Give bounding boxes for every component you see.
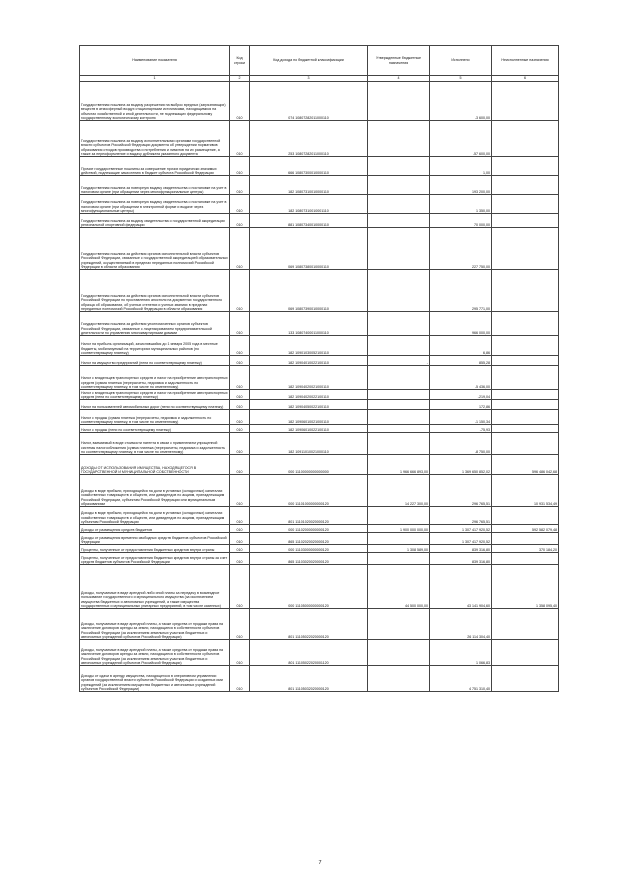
table-row bbox=[80, 553, 559, 565]
cell-name: Налог на пользователей автомобильных дорог (пени по соответствующему платежу) bbox=[80, 400, 230, 410]
table-row bbox=[80, 410, 559, 425]
cell-name: Доходы от размещения временно свободных средств бюджетов субъектов Российской Федерации bbox=[80, 533, 230, 545]
table-row bbox=[80, 214, 559, 228]
cell-code: 010 bbox=[230, 553, 250, 565]
cell-name: Доходы от размещения средств бюджетов bbox=[80, 525, 230, 533]
cell-name: Налог с владельцев транспортных средств и налог на приобретение автотранспортных средств (пени по соответствующему платежу) bbox=[81, 390, 228, 399]
page-number: 7 bbox=[318, 860, 322, 866]
cell-code: 010 bbox=[230, 545, 250, 553]
cell-kbk: 000 11105000000000120 bbox=[250, 565, 368, 609]
cell-executed: 4 751 310,40 bbox=[430, 666, 492, 692]
cell-executed: 193 200,00 bbox=[430, 176, 492, 195]
cell-unexecuted bbox=[492, 425, 559, 433]
cell-executed: 172,86 bbox=[430, 400, 492, 410]
cell-kbk: 000 11101000000000120 bbox=[250, 475, 368, 507]
cell-executed: 296 765,51 bbox=[430, 475, 492, 507]
table-row bbox=[80, 157, 559, 176]
table-row bbox=[80, 433, 559, 455]
cell-executed: 839 316,80 bbox=[430, 553, 492, 565]
cell-executed: 295 771,00 bbox=[430, 270, 492, 312]
cell-executed: 43 141 904,60 bbox=[430, 565, 492, 609]
table-row bbox=[80, 336, 559, 356]
cell-name: Доходы от сдачи в аренду имущества, находящегося в оперативном управлении органов государственной власти субъектов Российской Федерации и созданных ими учреждений (за исключением имущества бюджетных и автономных учреждений субъектов Российской Федерации) bbox=[80, 666, 230, 692]
cell-code: 010 bbox=[230, 82, 250, 121]
cell-approved bbox=[368, 507, 430, 525]
table-row bbox=[80, 545, 559, 553]
budget-report-table bbox=[79, 45, 559, 692]
cell-approved bbox=[368, 553, 430, 565]
table-row bbox=[80, 425, 559, 433]
table-row bbox=[80, 533, 559, 545]
table-row bbox=[80, 366, 559, 390]
cell-unexecuted bbox=[492, 553, 559, 565]
cell-unexecuted: 592 582 079,48 bbox=[492, 525, 559, 533]
cell-kbk: 865 11102020020000120 bbox=[250, 533, 368, 545]
cell-code: 010 bbox=[230, 475, 250, 507]
cell-unexecuted bbox=[492, 176, 559, 195]
cell-unexecuted bbox=[492, 533, 559, 545]
cell-code: 010 bbox=[230, 356, 250, 366]
cell-kbk: 182 10906010021000110 bbox=[250, 410, 368, 425]
cell-code: 010 bbox=[230, 228, 250, 270]
cell-executed: -5 436,00 bbox=[430, 366, 492, 390]
cell-name: Доходы в виде прибыли, приходящейся на доли в уставных (складочных) капиталах хозяйственных товариществ и обществ, или дивидендов по акциям, принадлежащим субъектам Российской Федерации bbox=[80, 507, 230, 525]
cell-name: Государственная пошлина за повторную выдачу свидетельства о постановке на учет в налоговом органе (при обращении в электронной форме и выдаче через многофункциональные центры) bbox=[80, 195, 230, 214]
cell-kbk: 801 11105032020000120 bbox=[250, 666, 368, 692]
table-row bbox=[80, 455, 559, 475]
cell-name: Государственная пошлина за повторную выдачу свидетельства о постановке на учет в налоговом органе (при обращении через многофункциональные центры) bbox=[80, 176, 230, 195]
table-row bbox=[80, 270, 559, 312]
cell-kbk: 069 10807380010000110 bbox=[250, 228, 368, 270]
table-row bbox=[80, 565, 559, 609]
header-code: Код строки bbox=[230, 46, 250, 76]
table-row bbox=[80, 525, 559, 533]
cell-kbk: 801 11101020020000120 bbox=[250, 507, 368, 525]
cell-approved: 14 227 300,00 bbox=[368, 475, 430, 507]
cell-executed: 1 350,00 bbox=[430, 195, 492, 214]
cell-unexecuted bbox=[492, 410, 559, 425]
cell-kbk: 133 10807400011000110 bbox=[250, 312, 368, 336]
table-row bbox=[80, 400, 559, 410]
table-row bbox=[80, 475, 559, 507]
cell-unexecuted bbox=[492, 336, 559, 356]
cell-executed: -8 750,00 bbox=[430, 433, 492, 455]
cell-code: 010 bbox=[230, 433, 250, 455]
table-row bbox=[80, 666, 559, 692]
cell-kbk: 182 10911010021000110 bbox=[250, 433, 368, 455]
cell-unexecuted bbox=[492, 121, 559, 157]
cell-executed: 966 000,00 bbox=[430, 312, 492, 336]
header-unexecuted: Неисполненные назначения bbox=[492, 46, 559, 76]
cell-code: 010 bbox=[230, 176, 250, 195]
cell-code: 010 bbox=[230, 640, 250, 666]
table-row bbox=[80, 390, 559, 400]
cell-executed: 6,86 bbox=[430, 336, 492, 356]
cell-unexecuted bbox=[492, 433, 559, 455]
cell-executed: 839 316,80 bbox=[430, 545, 492, 553]
cell-code: 010 bbox=[230, 214, 250, 228]
cell-unexecuted: 10 931 534,49 bbox=[492, 475, 559, 507]
cell-approved bbox=[368, 121, 430, 157]
cell-name: Доходы в виде прибыли, приходящейся на доли в уставных (складочных) капиталах хозяйственных товариществ и обществ, или дивидендов по акциям, принадлежащим Российской Федерации, субъектам Российской Федерации или муниципальным образованиям bbox=[80, 475, 230, 507]
cell-unexecuted bbox=[492, 609, 559, 640]
cell-name: Государственная пошлина за выдачу разрешения на выброс вредных (загрязняющих) веществ в атмосферный воздух стационарными источниками, находящимися на объектах хозяйственной и иной деятельности, не подлежащих федеральному государственному экологическому контролю bbox=[80, 82, 230, 121]
cell-approved bbox=[368, 433, 430, 455]
cell-unexecuted bbox=[492, 157, 559, 176]
cell-name: Проценты, полученные от предоставления бюджетных кредитов внутри страны за счет средств бюджетов субъектов Российской Федерации bbox=[80, 553, 230, 565]
cell-unexecuted bbox=[492, 270, 559, 312]
cell-name: Государственная пошлина за выдачу исполнительными органами государственной власти субъектов Российской Федерации документа об утверждении нормативов образования отходов производства и потребления и лимитов на их размещение, а также за переоформление и выдачу дубликата указанного документа bbox=[80, 121, 230, 157]
cell-kbk: 182 10904010022100110 bbox=[250, 356, 368, 366]
cell-name: Доходы, получаемые в виде арендной платы, а также средства от продажи права на заключение договоров аренды за земли, находящиеся в собственности субъектов Российской Федерации (за исключением земельных участков бюджетных и автономных учреждений субъектов Российской Федерации) bbox=[80, 609, 230, 640]
cell-name: Налог на имущество предприятий (пени по соответствующему платежу) bbox=[80, 356, 230, 366]
table-row bbox=[80, 312, 559, 336]
cell-name: Доходы, получаемые в виде арендной платы, а также средства от продажи права на заключение договоров аренды за земли, находящиеся в собственности субъектов Российской Федерации (за исключением земельных участков бюджетных и автономных учреждений субъектов Российской Федерации) bbox=[80, 640, 230, 666]
cell-name: Доходы, получаемые в виде арендной либо иной платы за передачу в возмездное пользование государственного и муниципального имущества (за исключением имущества бюджетных и автономных учреждений, а также имущества государственных и муниципальных унитарных предприятий, в том числе казенных) bbox=[80, 565, 230, 609]
cell-unexecuted bbox=[492, 195, 559, 214]
cell-executed: -1 150,34 bbox=[430, 410, 492, 425]
cell-unexecuted bbox=[492, 214, 559, 228]
cell-approved bbox=[368, 666, 430, 692]
cell-unexecuted bbox=[492, 356, 559, 366]
cell-kbk: 069 10807390010000110 bbox=[250, 270, 368, 312]
cell-name: Налог с продаж (пени по соответствующему платежу) bbox=[80, 425, 230, 433]
cell-approved bbox=[368, 400, 430, 410]
cell-code: 010 bbox=[230, 157, 250, 176]
cell-approved bbox=[368, 425, 430, 433]
cell-code: 010 bbox=[230, 533, 250, 545]
cell-executed: 1 307 417 920,52 bbox=[430, 533, 492, 545]
cell-approved bbox=[368, 366, 430, 390]
cell-unexecuted: 1 358 095,40 bbox=[492, 565, 559, 609]
cell-name: Налог, взимаемый в виде стоимости патента в связи с применением упрощенной системы налогообложения (сумма платежа (перерасчеты, недоимка и задолженность по соответствующему платежу, в том числе по отмененному) bbox=[80, 433, 230, 455]
cell-kbk: 865 11103020020000120 bbox=[250, 553, 368, 565]
cell-executed: 1 369 650 852,02 bbox=[430, 455, 492, 475]
cell-unexecuted bbox=[492, 666, 559, 692]
column-number: 6 bbox=[492, 76, 559, 82]
cell-code: 010 bbox=[230, 565, 250, 609]
cell-name: Налог с владельцев транспортных средств и налог на приобретение автотранспортных средств (сумма платежа (перерасчеты, недоимка и задолженность по соответствующему платежу, в том числе по отмененному) bbox=[80, 366, 230, 390]
cell-name: Налог на прибыль организаций, зачислявшийся до 1 января 2005 года в местные бюджеты, мобилизуемый на территориях муниципальных районов (по соответствующему платежу) bbox=[80, 336, 230, 356]
cell-code: 010 bbox=[230, 121, 250, 157]
cell-approved bbox=[368, 214, 430, 228]
cell-approved: - bbox=[368, 356, 430, 366]
cell-kbk: 000 11102000000000120 bbox=[250, 525, 368, 533]
cell-code: 010 bbox=[230, 390, 250, 400]
cell-kbk: 182 10904020022100110 bbox=[250, 390, 368, 400]
cell-unexecuted bbox=[492, 400, 559, 410]
cell-executed: -3 600,00 bbox=[430, 82, 492, 121]
cell-executed: 855,28 bbox=[430, 356, 492, 366]
cell-name: Государственная пошлина за действия органов исполнительной власти субъектов Российской Федерации по проставлению апостиля на документах государственного образца об образовании, об ученых степенях и ученых званиях в пределах переданных полномочий Российской Федерации в области образования bbox=[80, 270, 230, 312]
cell-kbk: 074 10807282011000110 bbox=[250, 82, 368, 121]
cell-executed: 296 765,51 bbox=[430, 507, 492, 525]
table-header-row bbox=[80, 46, 559, 76]
cell-name: Государственная пошлина за выдачу свидетельства о государственной аккредитации региональной спортивной федерации bbox=[80, 214, 230, 228]
table-row bbox=[80, 640, 559, 666]
table-row bbox=[80, 121, 559, 157]
table-row bbox=[80, 176, 559, 195]
cell-code: 010 bbox=[230, 410, 250, 425]
cell-name: ДОХОДЫ ОТ ИСПОЛЬЗОВАНИЯ ИМУЩЕСТВА, НАХОДЯЩЕГОСЯ В ГОСУДАРСТВЕННОЙ И МУНИЦИПАЛЬНОЙ СОБСТВЕННОСТИ bbox=[80, 455, 230, 475]
column-number: 4 bbox=[368, 76, 430, 82]
cell-kbk: 666 10807300010000110 bbox=[250, 157, 368, 176]
cell-approved bbox=[368, 336, 430, 356]
column-number: 3 bbox=[250, 76, 368, 82]
header-kbk: Код дохода по бюджетной классификации bbox=[250, 46, 368, 76]
cell-approved: 1 966 666 893,00 bbox=[368, 455, 430, 475]
cell-name: Налог с продаж (сумма платежа (перерасчеты, недоимка и задолженность по соответствующему платежу, в том числе по отмененному) bbox=[80, 410, 230, 425]
cell-executed: 227 750,00 bbox=[430, 228, 492, 270]
cell-approved bbox=[368, 228, 430, 270]
column-number: 5 bbox=[430, 76, 492, 82]
cell-kbk: 182 10904050022100110 bbox=[250, 400, 368, 410]
cell-kbk: 182 10904020021000110 bbox=[250, 366, 368, 390]
column-number: 2 bbox=[230, 76, 250, 82]
cell-approved bbox=[368, 390, 430, 400]
cell-code: 010 bbox=[230, 609, 250, 640]
cell-code: 010 bbox=[230, 366, 250, 390]
table-row bbox=[80, 195, 559, 214]
table-row bbox=[80, 609, 559, 640]
cell-approved bbox=[368, 533, 430, 545]
cell-kbk: 182 10901030052100110 bbox=[250, 336, 368, 356]
cell-approved bbox=[368, 176, 430, 195]
cell-unexecuted bbox=[492, 228, 559, 270]
cell-approved bbox=[368, 195, 430, 214]
cell-kbk: 182 10807310010000110 bbox=[250, 176, 368, 195]
cell-kbk: 000 11103000000000120 bbox=[250, 545, 368, 553]
cell-approved bbox=[368, 410, 430, 425]
header-executed: Исполнено bbox=[430, 46, 492, 76]
cell-code: 010 bbox=[230, 195, 250, 214]
cell-code: 010 bbox=[230, 336, 250, 356]
cell-code: 010 bbox=[230, 525, 250, 533]
cell-executed: 1 066,83 bbox=[430, 640, 492, 666]
cell-name: Государственная пошлина за действия уполномоченных органов субъектов Российской Федерации, связанные с лицензированием предпринимательской деятельности по управлению многоквартирными домами bbox=[80, 312, 230, 336]
header-name: Наименование показателя bbox=[80, 46, 230, 76]
table-row bbox=[80, 82, 559, 121]
table-row bbox=[80, 356, 559, 366]
cell-code: 010 bbox=[230, 400, 250, 410]
cell-kbk: 253 10807282011000110 bbox=[250, 121, 368, 157]
cell-executed: -219,04 bbox=[430, 390, 492, 400]
cell-kbk: 182 10807310010001110 bbox=[250, 195, 368, 214]
cell-kbk: 801 11105022020001120 bbox=[250, 640, 368, 666]
cell-approved bbox=[368, 609, 430, 640]
cell-executed: -57 600,00 bbox=[430, 121, 492, 157]
table-row bbox=[80, 507, 559, 525]
cell-unexecuted bbox=[492, 507, 559, 525]
cell-unexecuted bbox=[492, 82, 559, 121]
cell-approved bbox=[368, 640, 430, 666]
cell-code: 010 bbox=[230, 425, 250, 433]
cell-unexecuted: 596 486 042,68 bbox=[492, 455, 559, 475]
cell-approved: 44 500 000,00 bbox=[368, 565, 430, 609]
header-approved: Утвержденные бюджетные назначения bbox=[368, 46, 430, 76]
cell-kbk: 881 10807340010000110 bbox=[250, 214, 368, 228]
cell-unexecuted: 370 184,20 bbox=[492, 545, 559, 553]
cell-kbk: 000 11100000000000000 bbox=[250, 455, 368, 475]
cell-executed: 1,00 bbox=[430, 157, 492, 176]
cell-name: Прочие государственные пошлины за совершение прочих юридически значимых действий, подлежащие зачислению в бюджет субъекта Российской Федерации bbox=[80, 157, 230, 176]
cell-executed: 1 307 417 920,52 bbox=[430, 525, 492, 533]
cell-name: Проценты, полученные от предоставления бюджетных кредитов внутри страны bbox=[80, 545, 230, 553]
cell-executed: 70 000,00 bbox=[430, 214, 492, 228]
cell-kbk: 182 10906010022100110 bbox=[250, 425, 368, 433]
cell-executed: 26 114 304,40 bbox=[430, 609, 492, 640]
cell-unexecuted bbox=[492, 312, 559, 336]
cell-executed: -75,93 bbox=[430, 425, 492, 433]
cell-approved bbox=[368, 82, 430, 121]
cell-approved bbox=[368, 157, 430, 176]
cell-unexecuted bbox=[492, 366, 559, 390]
cell-code: 010 bbox=[230, 507, 250, 525]
cell-name: Государственная пошлина за действия органов исполнительной власти субъектов Российской Федерации, связанные с государственной аккредитацией образовательных учреждений, осуществляемой в пределах переданных полномочий Российской Федерации в области образования bbox=[80, 228, 230, 270]
cell-approved: 1 900 000 000,00 bbox=[368, 525, 430, 533]
cell-kbk: 801 11105022020000120 bbox=[250, 609, 368, 640]
cell-unexecuted bbox=[492, 640, 559, 666]
cell-unexecuted bbox=[492, 390, 559, 400]
cell-approved bbox=[368, 312, 430, 336]
cell-approved: 1 308 589,00 bbox=[368, 545, 430, 553]
cell-code: 010 bbox=[230, 455, 250, 475]
cell-approved bbox=[368, 270, 430, 312]
cell-code: 010 bbox=[230, 666, 250, 692]
column-number: 1 bbox=[80, 76, 230, 82]
cell-code: 010 bbox=[230, 270, 250, 312]
table-row bbox=[80, 228, 559, 270]
cell-code: 010 bbox=[230, 312, 250, 336]
